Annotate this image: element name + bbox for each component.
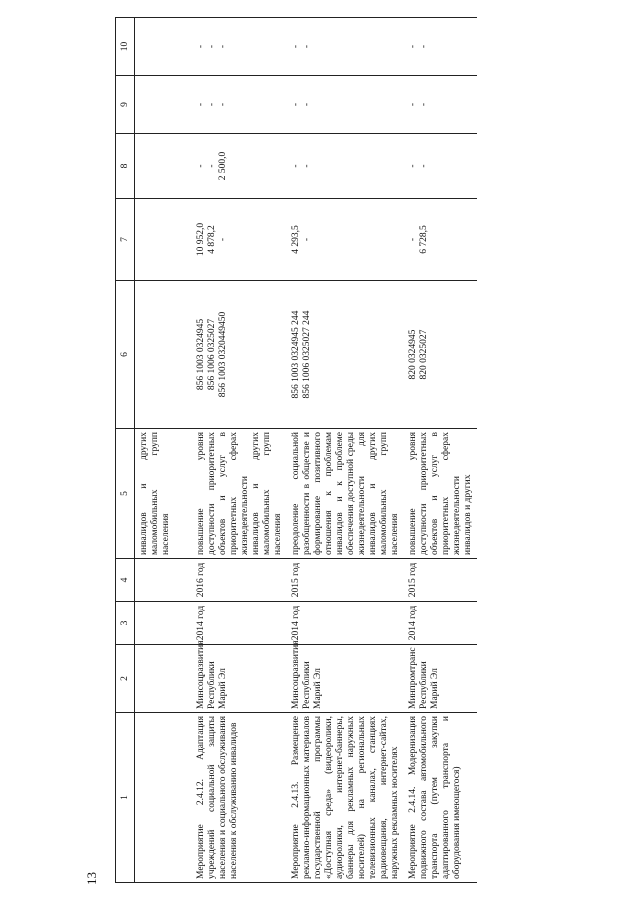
- col-header-8: 8: [116, 134, 135, 199]
- table-row: [404, 18, 477, 883]
- end-year: 2016 год: [192, 559, 287, 602]
- amount-value: 4 293,5: [291, 225, 301, 254]
- continuation-row: [135, 18, 193, 883]
- start-year: 2014 год: [287, 602, 404, 645]
- budget-codes: [192, 281, 287, 429]
- amount-value: -: [218, 44, 228, 49]
- amount-value: -: [291, 102, 301, 107]
- col-header-1: 1: [116, 713, 135, 883]
- amount-col9: [287, 76, 404, 134]
- budget-codes: [404, 281, 477, 429]
- header-row: [116, 18, 135, 883]
- amount-value: -: [218, 102, 228, 107]
- expected-result: преодоление социальной разобщенности в обществе и формирование позитивного отношения к проблемам инвалидов и к проблеме обеспечения доступной среды жизнедеятельности для инвалидов и других маломобильных групп населения: [287, 429, 404, 559]
- amount-value: 10 952,0: [196, 222, 206, 257]
- amount-col10: [192, 18, 287, 76]
- amount-col10: [404, 18, 477, 76]
- amount-value: -: [408, 164, 418, 168]
- col-header-4: 4: [116, 559, 135, 602]
- amount-value: 4 878,2: [207, 225, 217, 254]
- amount-value: 2 500,0: [218, 151, 228, 181]
- col-header-7: 7: [116, 199, 135, 281]
- amount-value: -: [291, 164, 301, 168]
- start-year: 2014 год: [192, 602, 287, 645]
- amount-value: -: [302, 164, 312, 168]
- amount-value: -: [291, 44, 301, 49]
- budget-code: 856 1006 0325027 244: [302, 310, 312, 399]
- amount-value: -: [218, 237, 228, 242]
- amount-value: -: [302, 237, 312, 242]
- amount-value: -: [207, 102, 217, 107]
- col-header-9: 9: [116, 76, 135, 134]
- amount-value: -: [302, 44, 312, 49]
- end-year: 2015 год: [404, 559, 477, 602]
- budget-code: 820 0325027: [419, 329, 429, 380]
- amount-col7: [404, 199, 477, 281]
- col-header-10: 10: [116, 18, 135, 76]
- amount-col8: [192, 134, 287, 199]
- amount-col10: [287, 18, 404, 76]
- executor: Минсоцразвития Республики Марий Эл: [287, 645, 404, 713]
- start-year: 2014 год: [404, 602, 477, 645]
- amount-col8: [404, 134, 477, 199]
- amount-col7: [287, 199, 404, 281]
- amount-value: -: [196, 102, 206, 107]
- executor: Минпромтранс Республики Марий Эл: [404, 645, 477, 713]
- amount-value: -: [302, 102, 312, 107]
- program-activities-table: [115, 17, 477, 883]
- end-year: 2015 год: [287, 559, 404, 602]
- budget-code: 856 1003 0324945: [196, 318, 206, 391]
- amount-value: -: [408, 44, 418, 49]
- continuation-text: инвалидов и других маломобильных групп населения: [135, 429, 193, 559]
- amount-col8: [287, 134, 404, 199]
- page-number: 13: [84, 872, 99, 885]
- activity-name: Мероприятие 2.4.12. Адаптация учреждений социальной защиты населения и социального обслуживания населения к обслуживанию инвалидов: [192, 713, 287, 883]
- col-header-5: 5: [116, 429, 135, 559]
- amount-col9: [192, 76, 287, 134]
- amount-value: -: [207, 164, 217, 168]
- activity-name: Мероприятие 2.4.13. Размещение рекламно-информационных материалов государственной программы «Доступная среда» (видеоролики, аудиоролики, интернет-баннеры, баннеры для рекламных наружных носителей) на региональных телевизионных каналах, станциях радиовещания, интернет-сайтах, наружных рекламных носителях: [287, 713, 404, 883]
- amount-col7: [192, 199, 287, 281]
- amount-value: -: [207, 44, 217, 49]
- expected-result: повышение уровня доступности приоритетных объектов и услуг в приоритетных сферах жизнедеятельности инвалидов и других: [404, 429, 477, 559]
- budget-code: 856 1003 0320449450: [218, 311, 228, 398]
- col-header-6: 6: [116, 281, 135, 429]
- budget-code: 856 1003 0324945 244: [291, 310, 301, 399]
- budget-codes: [287, 281, 404, 429]
- amount-value: -: [419, 164, 429, 168]
- amount-value: -: [196, 164, 206, 168]
- executor: Минсоцразвития Республики Марий Эл: [192, 645, 287, 713]
- amount-value: 6 728,5: [419, 225, 429, 254]
- amount-value: -: [408, 237, 418, 242]
- table-row: [192, 18, 287, 883]
- amount-value: -: [196, 44, 206, 49]
- col-header-2: 2: [116, 645, 135, 713]
- amount-value: -: [408, 102, 418, 107]
- budget-code: 856 1006 0325027: [207, 318, 217, 391]
- col-header-3: 3: [116, 602, 135, 645]
- amount-col9: [404, 76, 477, 134]
- expected-result: повышение уровня доступности приоритетных объектов и услуг в приоритетных сферах жизнедеятельности инвалидов и других маломобильных групп населения: [192, 429, 287, 559]
- table-row: [287, 18, 404, 883]
- activity-name: Мероприятие 2.4.14. Модернизация подвижного состава автомобильного транспорта (путем закупки адаптированного транспорта и оборудования имеющегося): [404, 713, 477, 883]
- amount-value: -: [419, 102, 429, 107]
- amount-value: -: [419, 44, 429, 49]
- budget-code: 820 0324945: [408, 329, 418, 380]
